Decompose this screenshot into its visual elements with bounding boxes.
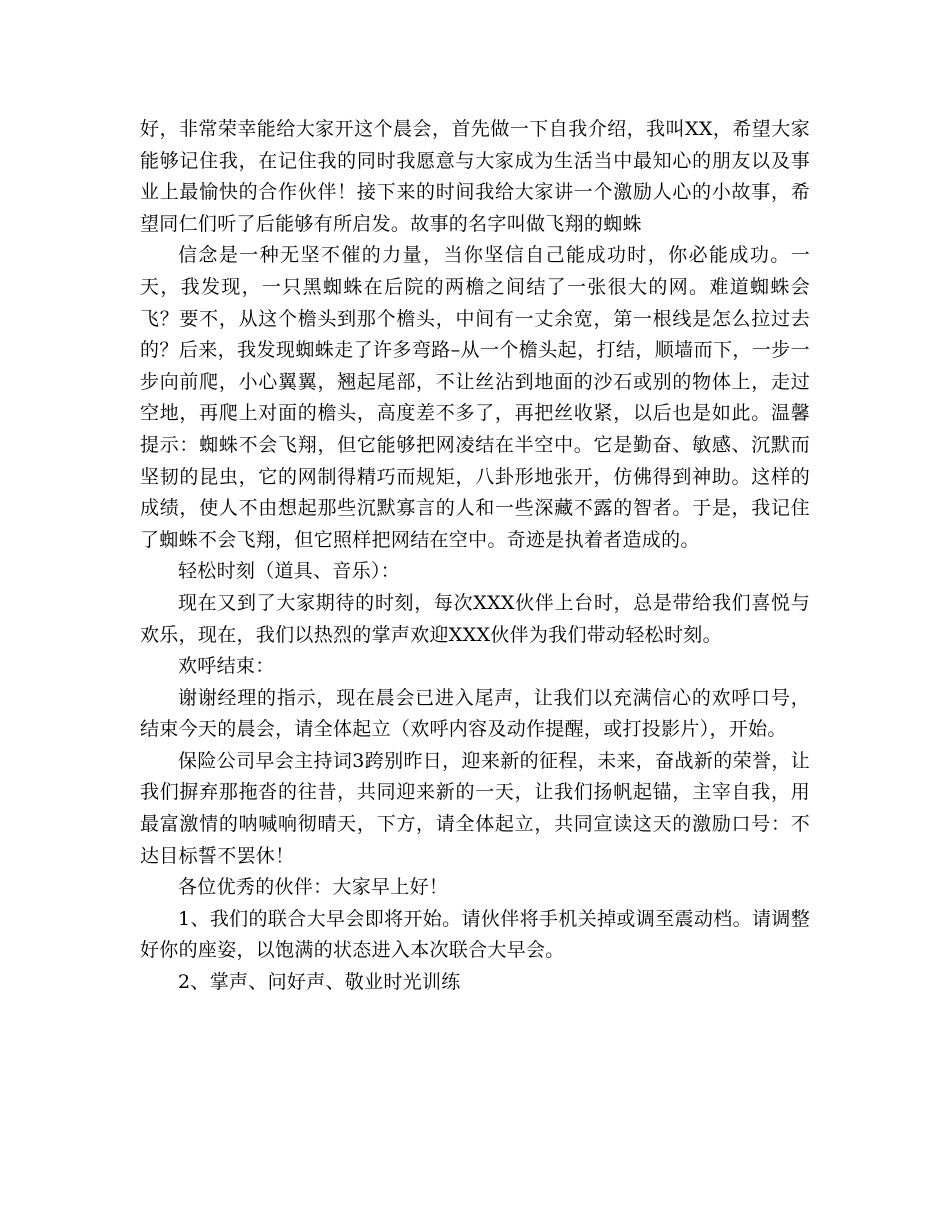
document-body [140,114,810,999]
paragraph-relax-heading: 轻松时刻（道具、音乐）： [178,560,401,583]
paragraph-host-script: 保险公司早会主持词3跨别昨日，迎来新的征程，未来，奋战新的荣誉，让我们摒弃那拖沓的往昔，共同迎来新的一天，让我们扬帆起锚，主宰自我，用最富激情的呐喊响彻晴天，下方，请全体起立，共同宣读这天的激励口号：不达目标誓不罢休！ [140,749,810,867]
paragraph-relax-intro: 现在又到了大家期待的时刻，每次XXX伙伴上台时，总是带给我们喜悦与欢乐，现在，我们以热烈的掌声欢迎XXX伙伴为我们带动轻松时刻。 [140,591,810,646]
paragraph-spider-story: 信念是一种无坚不催的力量，当你坚信自己能成功时，你必能成功。一天，我发现，一只黑蜘蛛在后院的两檐之间结了一张很大的网。难道蜘蛛会飞？要不，从这个檐头到那个檐头，中间有一丈余宽，第一根线是怎么拉过去的？后来，我发现蜘蛛走了许多弯路–从一个檐头起，打结，顺墙而下，一步一步向前爬，小心翼翼，翘起尾部，不让丝沾到地面的沙石或别的物体上，走过空地，再爬上对面的檐头，高度差不多了，再把丝收紧，以后也是如此。温馨提示：蜘蛛不会飞翔，但它能够把网凌结在半空中。它是勤奋、敏感、沉默而坚韧的昆虫，它的网制得精巧而规矩，八卦形地张开，仿佛得到神助。这样的成绩，使人不由想起那些沉默寡言的人和一些深藏不露的智者。于是，我记住了蜘蛛不会飞翔，但它照样把网结在空中。奇迹是执着者造成的。 [140,244,810,551]
paragraph-greeting: 各位优秀的伙伴：大家早上好！ [178,876,449,899]
paragraph-cheer-heading: 欢呼结束： [178,655,275,678]
paragraph-item-2: 2、掌声、问好声、敬业时光训练 [178,971,461,994]
paragraph-closing: 谢谢经理的指示，现在晨会已进入尾声，让我们以充满信心的欢呼口号，结束今天的晨会，请全体起立（欢呼内容及动作提醒，或打投影片），开始。 [140,686,810,741]
paragraph-item-1: 1、我们的联合大早会即将开始。请伙伴将手机关掉或调至震动档。请调整好你的座姿，以饱满的状态进入本次联合大早会。 [140,907,810,962]
paragraph-intro: 好，非常荣幸能给大家开这个晨会，首先做一下自我介绍，我叫XX，希望大家能够记住我，在记住我的同时我愿意与大家成为生活当中最知心的朋友以及事业上最愉快的合作伙伴！接下来的时间我给大家讲一个激励人心的小故事，希望同仁们听了后能够有所启发。故事的名字叫做飞翔的蜘蛛 [140,118,810,235]
